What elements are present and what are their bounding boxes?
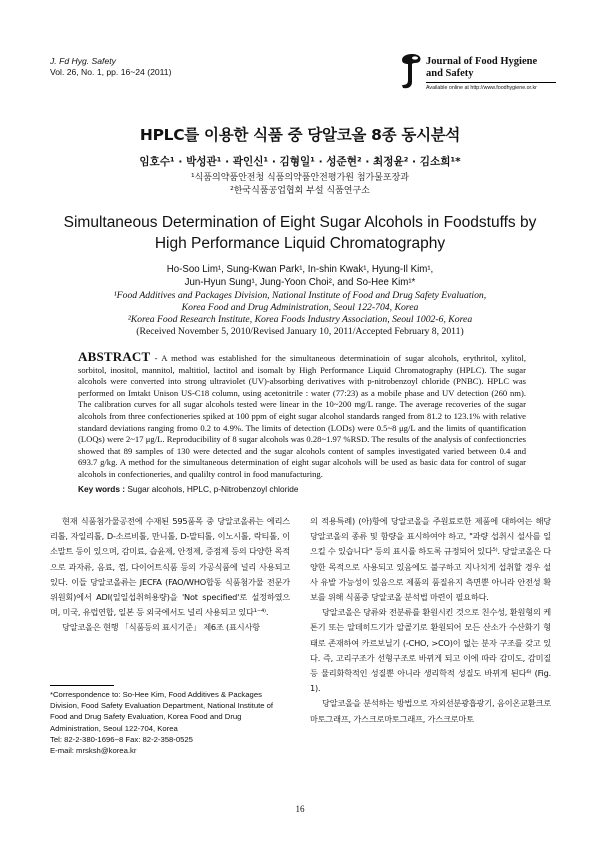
- english-title: [40, 212, 560, 254]
- body-paragraph: 당알코올은 현행 「식품등의 표시기준」 제6조 (표시사항: [62, 622, 260, 633]
- english-authors-line1: Ho-Soo Lim¹, Sung-Kwan Park¹, In-shin Kwak¹, Hyung-Il Kim¹,: [166, 264, 434, 275]
- body-paragraph: 의 적용특례) (아)항에 당알코올을 주원료로한 제품에 대하여는 해당 당알코올의 종류 및 함량을 표시하여야 하고, "과량 섭취시 설사를 일으킬 수 있습니다" 등의 표시를 하도록 규정되어 있다⁵⁾. 당알코올은 다양한 목적으로 사용되고 있음에도 불구하고 지나치게 섭취할 경우 설사 유발 가능성이 있음으로 제품의 품질유지 측면뿐 아니라 안전성 확보를 위해 식품중 당알코올 분석법 마련이 필요하다.: [310, 516, 551, 603]
- journal-logo-line2: and Safety: [426, 68, 474, 79]
- journal-logo-line1: Journal of Food Hygiene: [426, 56, 538, 67]
- english-authors-line2: Jun-Hyun Sung¹, Jung-Yoon Choi², and So-Hee Kim¹*: [184, 277, 416, 288]
- abstract-heading: ABSTRACT: [78, 349, 151, 364]
- body-left-column: [50, 514, 290, 636]
- journal-abbreviation: J. Fd Hyg. Safety: [50, 56, 116, 66]
- english-title-line2: High Performance Liquid Chromatography: [154, 235, 446, 252]
- body-paragraph: 현재 식품첨가물공전에 수재된 595품목 중 당알코올류는 에리스리톨, 자일리톨, D-소르비톨, 만니톨, D-말티톨, 이노시톨, 락티톨, 이소말트 등이 있으며, 감미료, 습윤제, 안정제, 증점제 등의 다양한 목적으로 과자류, 음료, 껌, 다이어트식품 등의 가공식품에 널리 사용되고 있다. 이들 당알코올류는 JECFA (FAO/WHO합동 식품첨가물 전문가위원회)에서 ADI(일일섭취허용량)을 'Not specified'로 설정하였으며, 미국, 유럽연합, 일본 등 외국에서도 널리 사용되고 있다¹⁻⁴⁾.: [50, 516, 290, 618]
- korean-authors: 임호수¹ · 박성관¹ · 곽인신¹ · 김형일¹ · 성준현² · 최정윤² · 김소희¹*: [139, 156, 461, 168]
- journal-logo-icon: [398, 52, 424, 90]
- received-dates: (Received November 5, 2010/Revised January 10, 2011/Accepted February 8, 2011): [136, 326, 464, 337]
- korean-affiliation-2: ²한국식품공업협회 부설 식품연구소: [230, 186, 370, 196]
- abstract-text: - A method was established for the simultaneous determinatioin of sugar alcohols, erythritol, xylitol, sorbitol, inositol, mannitol, maltitiol, lactitol and isomalt by High Performance Liquid Chromatography (HPLC). The sugar alcohols were converted into strong ultraviolet (UV)-absorbing derivatives with p-nitrobenzoyl chloride (PNBC). HPLC was performed on Imtakt Unison US-C18 column, using acetonitrile : water (77:23) as a mobile phase and UV detection (260 nm). The calibration curves for all sugar alcohols tested were linear in the 10~200 mg/L range. The average recoveries of the sugar alcohols from three confectioneries spiked at 100 ppm of eight sugar alcohol standards ranged from 81.2 to 123.1% with relative standard deviations ranging fromo 0.2 to 4.9%. The limits of detection (LODs) were 0.5~8 μg/L and the limits of quantification (LOQs) were 2~17 μg/L. Reproducibility of 8 sugar alcohols was 0.28~1.97 %RSD. The results of the analysis of confectioncries showed that 89 samples of 130 were detected and the sugar alcohols content of samples investigated varied between 0.4 and 693.7 g/kg. A method for the simultaneous determination of eight sugar alcohols will be used as basic data for control of sugar alcohols in confectioneries, and qualilty control in food manufacturing.: [78, 353, 526, 479]
- volume-line: Vol. 26, No. 1, pp. 16~24 (2011): [50, 67, 172, 77]
- journal-logo: [398, 52, 558, 98]
- journal-logo-rule: [426, 82, 556, 83]
- korean-affiliation-1: ¹식품의약품안전청 식품의약품안전평가원 첨가물포장과: [191, 173, 409, 183]
- keywords-label: Key words :: [78, 484, 126, 494]
- body-right-column: [310, 514, 551, 727]
- footnote-correspondence: *Correspondence to: So-Hee Kim, Food Additives & Packages Division, Food Safety Evaluation Department, National Institute of Food and Drug Safety Evaluation, Korea Food and Drug Administration, Seoul 122-704, Korea: [50, 690, 274, 733]
- journal-citation: [50, 56, 171, 78]
- page-number: 16: [295, 804, 305, 814]
- abstract: [78, 351, 526, 481]
- english-affiliation-1-line2: Korea Food and Drug Administration, Seoul 122-704, Korea: [181, 302, 419, 313]
- body-paragraph: 당알코올은 당류와 전분류를 환원시킨 것으로 친수성, 환원형의 케톤기 또는 알데히드기가 알콜기로 환원되어 모든 산소가 수산화기 형태로 존재하여 카르보닐기 (-CHO, >CO)이 없는 분자 구조를 갖고 있다. 즉, 고리구조가 선형구조로 바뀌게 되고 이에 따라 감미도, 감미질 등 물리화학적인 성질뿐 아니라 생리학적 성질도 바뀌게 된다⁶⁾ (Fig. 1).: [310, 607, 551, 694]
- footnote-phone: Tel: 82-2-380-1696~8 Fax: 82-2-358-0525: [50, 734, 193, 744]
- english-affiliation-2: ²Korea Food Research Institute, Korea Foods Industry Association, Seoul 1002-6, Korea: [127, 314, 473, 325]
- keywords-text: Sugar alcohols, HPLC, p-Nitrobenzoyl chloride: [125, 484, 299, 494]
- body-paragraph: 당알코올을 분석하는 방법으로 자외선분광흡광기, 음이온교환크로마토그래프, 가스크로마토그래프, 가스크로마토: [310, 698, 551, 724]
- correspondence-footnote: [50, 689, 290, 756]
- korean-title: HPLC를 이용한 식품 중 당알코올 8종 동시분석: [139, 126, 461, 144]
- footnote-email: E-mail: mrsksh@korea.kr: [50, 746, 137, 756]
- footnote-rule: [50, 685, 114, 686]
- journal-logo-url: Available online at http://www.foodhygiene.or.kr: [426, 85, 537, 91]
- english-affiliation-1-line1: ¹Food Additives and Packages Division, National Institute of Food and Drug Safety Evaluation,: [113, 290, 487, 301]
- english-title-line1: Simultaneous Determination of Eight Sugar Alcohols in Foodstuffs by: [63, 214, 537, 231]
- keywords: [78, 484, 526, 494]
